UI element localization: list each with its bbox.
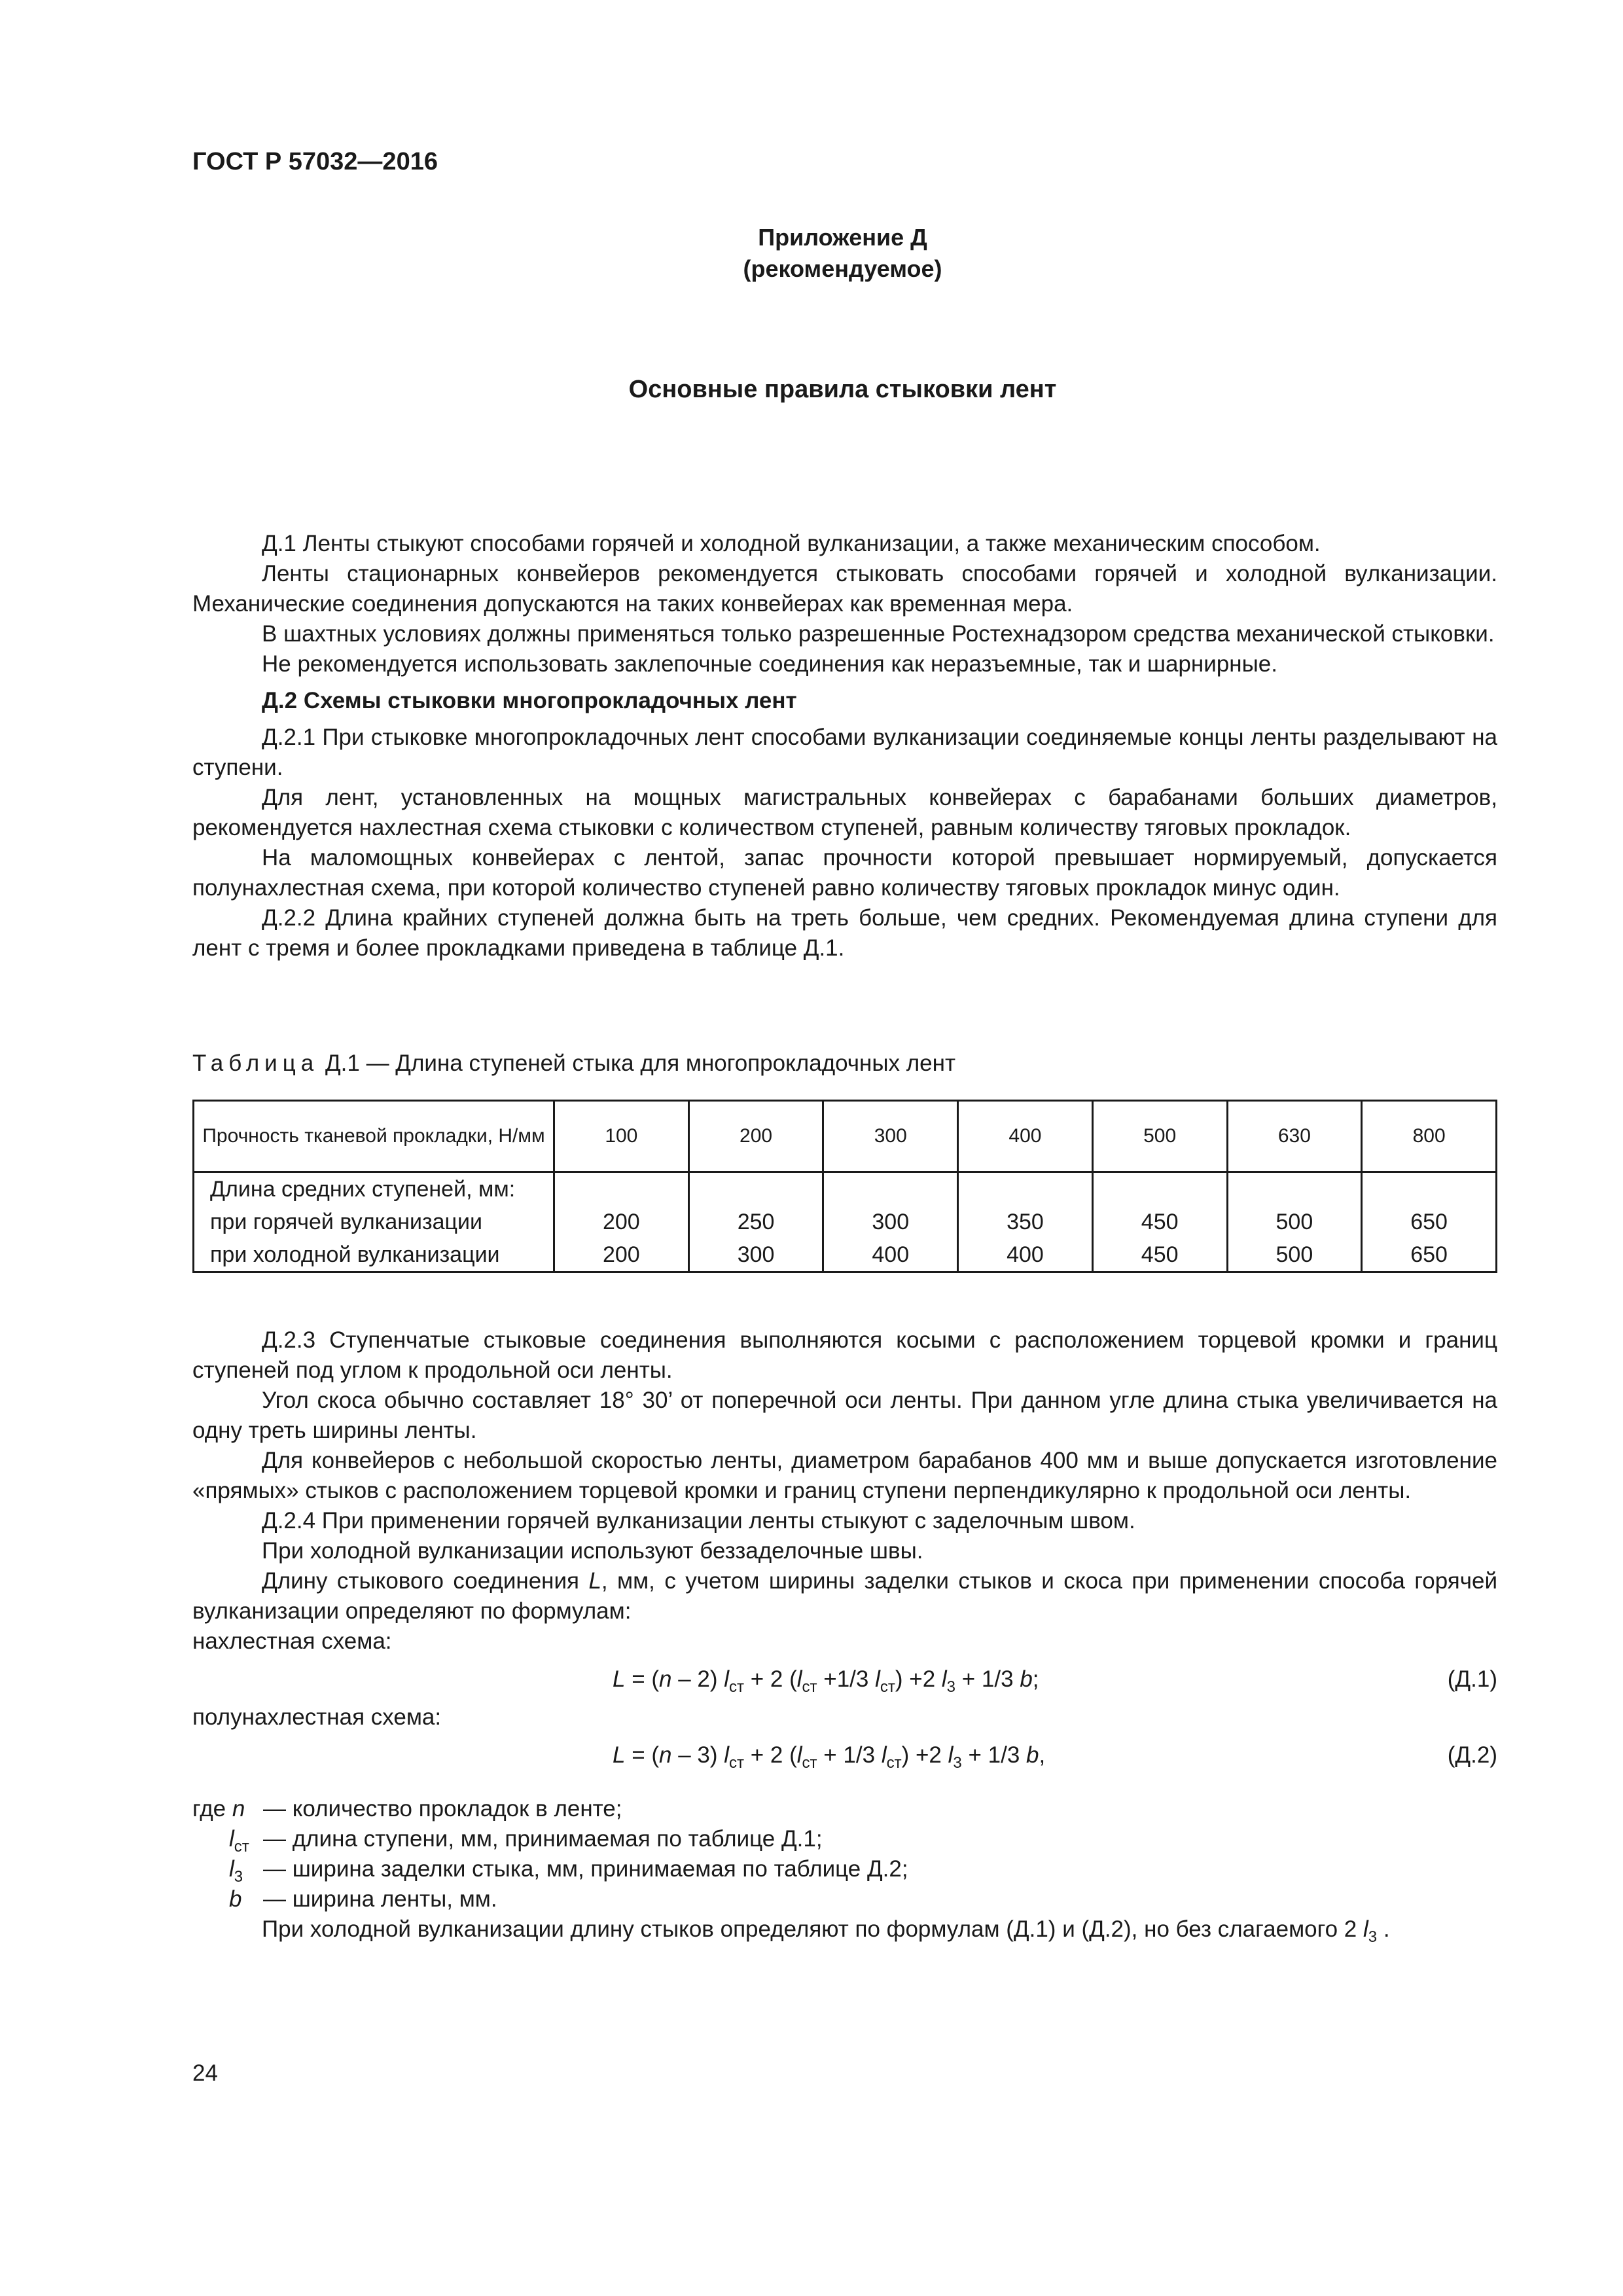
table-row-label bbox=[194, 1172, 554, 1272]
table-row bbox=[194, 1172, 1497, 1272]
paragraph: В шахтных условиях должны применяться только разрешенные Ростехнадзором средства механической стыковки. bbox=[262, 621, 1495, 647]
table-caption-word: Таблица bbox=[192, 1050, 319, 1076]
table-header-cell: 400 bbox=[958, 1101, 1093, 1172]
scheme-label: полунахлестная схема: bbox=[192, 1704, 442, 1730]
document-code: ГОСТ Р 57032—2016 bbox=[192, 148, 438, 175]
table-cell: 500 500 bbox=[1227, 1172, 1362, 1272]
table-header-cell: 800 bbox=[1362, 1101, 1497, 1172]
annex-status: (рекомендуемое) bbox=[743, 255, 942, 282]
table-header-cell: 200 bbox=[688, 1101, 823, 1172]
table-header-cell: 300 bbox=[823, 1101, 958, 1172]
formula-number: (Д.2) bbox=[1447, 1742, 1497, 1768]
paragraph: Д.2.1 При стыковке многопрокладочных лент способами вулканизации соединяемые концы ленты разделывают на ступени. bbox=[192, 725, 1497, 780]
table-cell: 450 450 bbox=[1092, 1172, 1227, 1272]
where-item: где n — количество прокладок в ленте; bbox=[192, 1796, 622, 1821]
body-text-top bbox=[192, 529, 1497, 963]
table-cell: 350 400 bbox=[958, 1172, 1093, 1272]
page-number: 24 bbox=[192, 2060, 218, 2086]
scheme-label: нахлестная схема: bbox=[192, 1628, 392, 1654]
annex-title: Приложение Д bbox=[758, 224, 927, 251]
row-label-cold: при холодной вулканизации bbox=[210, 1242, 500, 1267]
table-header-label: Прочность тканевой прокладки, Н/мм bbox=[194, 1101, 554, 1172]
paragraph: Угол скоса обычно составляет 18° 30’ от поперечной оси ленты. При данном угле длина стыка увеличивается на одну треть ширины ленты. bbox=[192, 1388, 1497, 1443]
table-header-cell: 630 bbox=[1227, 1101, 1362, 1172]
paragraph: Ленты стационарных конвейеров рекомендуется стыковать способами горячей и холодной вулканизации. Механические соединения допускаются на таких конвейерах как временная мера. bbox=[192, 561, 1497, 617]
formula-expression: L = (n – 2) $l_{ст} + 2$ ($l_{ст} +1/3$ $l_{ст}) +2$ $l_3 + 1/3$ b; bbox=[613, 1666, 1039, 1696]
table-caption bbox=[192, 1050, 955, 1077]
paragraph: При холодной вулканизации используют беззаделочные швы. bbox=[262, 1538, 923, 1564]
paragraph: Для лент, установленных на мощных магистральных конвейерах с барабанами больших диаметров, рекомендуется нахлестная схема стыковки с количеством ступеней, равным количеству тяговых прокладок. bbox=[192, 785, 1497, 840]
formula-d1 bbox=[192, 1657, 1497, 1702]
body-text-bottom bbox=[192, 1325, 1497, 1945]
table-cell: 650 650 bbox=[1362, 1172, 1497, 1272]
section-heading: Д.2 Схемы стыковки многопрокладочных лент bbox=[262, 688, 797, 713]
paragraph: Длину стыкового соединения L, мм, с учетом ширины заделки стыков и скоса при применении способа горячей вулканизации определяют по формулам: bbox=[192, 1568, 1498, 1624]
table-caption-text: Д.1 — Длина ступеней стыка для многопрокладочных лент bbox=[325, 1050, 955, 1076]
table-header-cell: 100 bbox=[554, 1101, 689, 1172]
paragraph: При холодной вулканизации длину стыков определяют по формулам (Д.1) и (Д.2), но без слагаемого 2 $l_3$ . bbox=[262, 1916, 1390, 1946]
paragraph: Не рекомендуется использовать заклепочные соединения как неразъемные, так и шарнирные. bbox=[262, 651, 1277, 677]
paragraph: На маломощных конвейерах с лентой, запас прочности которой превышает нормируемый, допускается полунахлестная схема, при которой количество ступеней равно количеству тяговых прокладок минус один. bbox=[192, 845, 1497, 901]
where-item: $l_{ст}$ — длина ступени, мм, принимаемая по таблице Д.1; bbox=[229, 1826, 823, 1856]
formula-expression: L = (n – 3) $l_{ст} + 2$ ($l_{ст} + 1/3$ $l_{ст}) +2$ $l_3 + 1/3$ b, bbox=[613, 1742, 1046, 1772]
table-cell: 300 400 bbox=[823, 1172, 958, 1272]
row-label-title: Длина средних ступеней, мм: bbox=[210, 1177, 516, 1202]
formula-d2 bbox=[192, 1732, 1497, 1778]
paragraph: Д.2.4 При применении горячей вулканизации ленты стыкуют с заделочным швом. bbox=[262, 1508, 1135, 1534]
where-item: b — ширина ленты, мм. bbox=[229, 1886, 497, 1912]
paragraph: Д.2.2 Длина крайних ступеней должна быть на треть больше, чем средних. Рекомендуемая длина ступени для лент с тремя и более прокладками приведена в таблице Д.1. bbox=[192, 905, 1497, 961]
row-label-hot: при горячей вулканизации bbox=[210, 1210, 482, 1234]
table-cell: 200 200 bbox=[554, 1172, 689, 1272]
annex-heading: Основные правила стыковки лент bbox=[628, 376, 1057, 403]
where-item: $l_3$ — ширина заделки стыка, мм, принимаемая по таблице Д.2; bbox=[229, 1856, 908, 1886]
table-cell: 250 300 bbox=[688, 1172, 823, 1272]
paragraph: Д.2.3 Ступенчатые стыковые соединения выполняются косыми с расположением торцевой кромки и границ ступеней под углом к продольной оси ленты. bbox=[192, 1327, 1497, 1383]
formula-number: (Д.1) bbox=[1447, 1666, 1497, 1692]
paragraph: Для конвейеров с небольшой скоростью ленты, диаметром барабанов 400 мм и выше допускается изготовление «прямых» стыков с расположением торцевой кромки и границ ступени перпендикулярно к продольной оси ленты. bbox=[192, 1448, 1497, 1503]
step-length-table bbox=[192, 1100, 1497, 1273]
table-header-row bbox=[194, 1101, 1497, 1172]
paragraph: Д.1 Ленты стыкуют способами горячей и холодной вулканизации, а также механическим способом. bbox=[262, 531, 1321, 556]
table-header-cell: 500 bbox=[1092, 1101, 1227, 1172]
